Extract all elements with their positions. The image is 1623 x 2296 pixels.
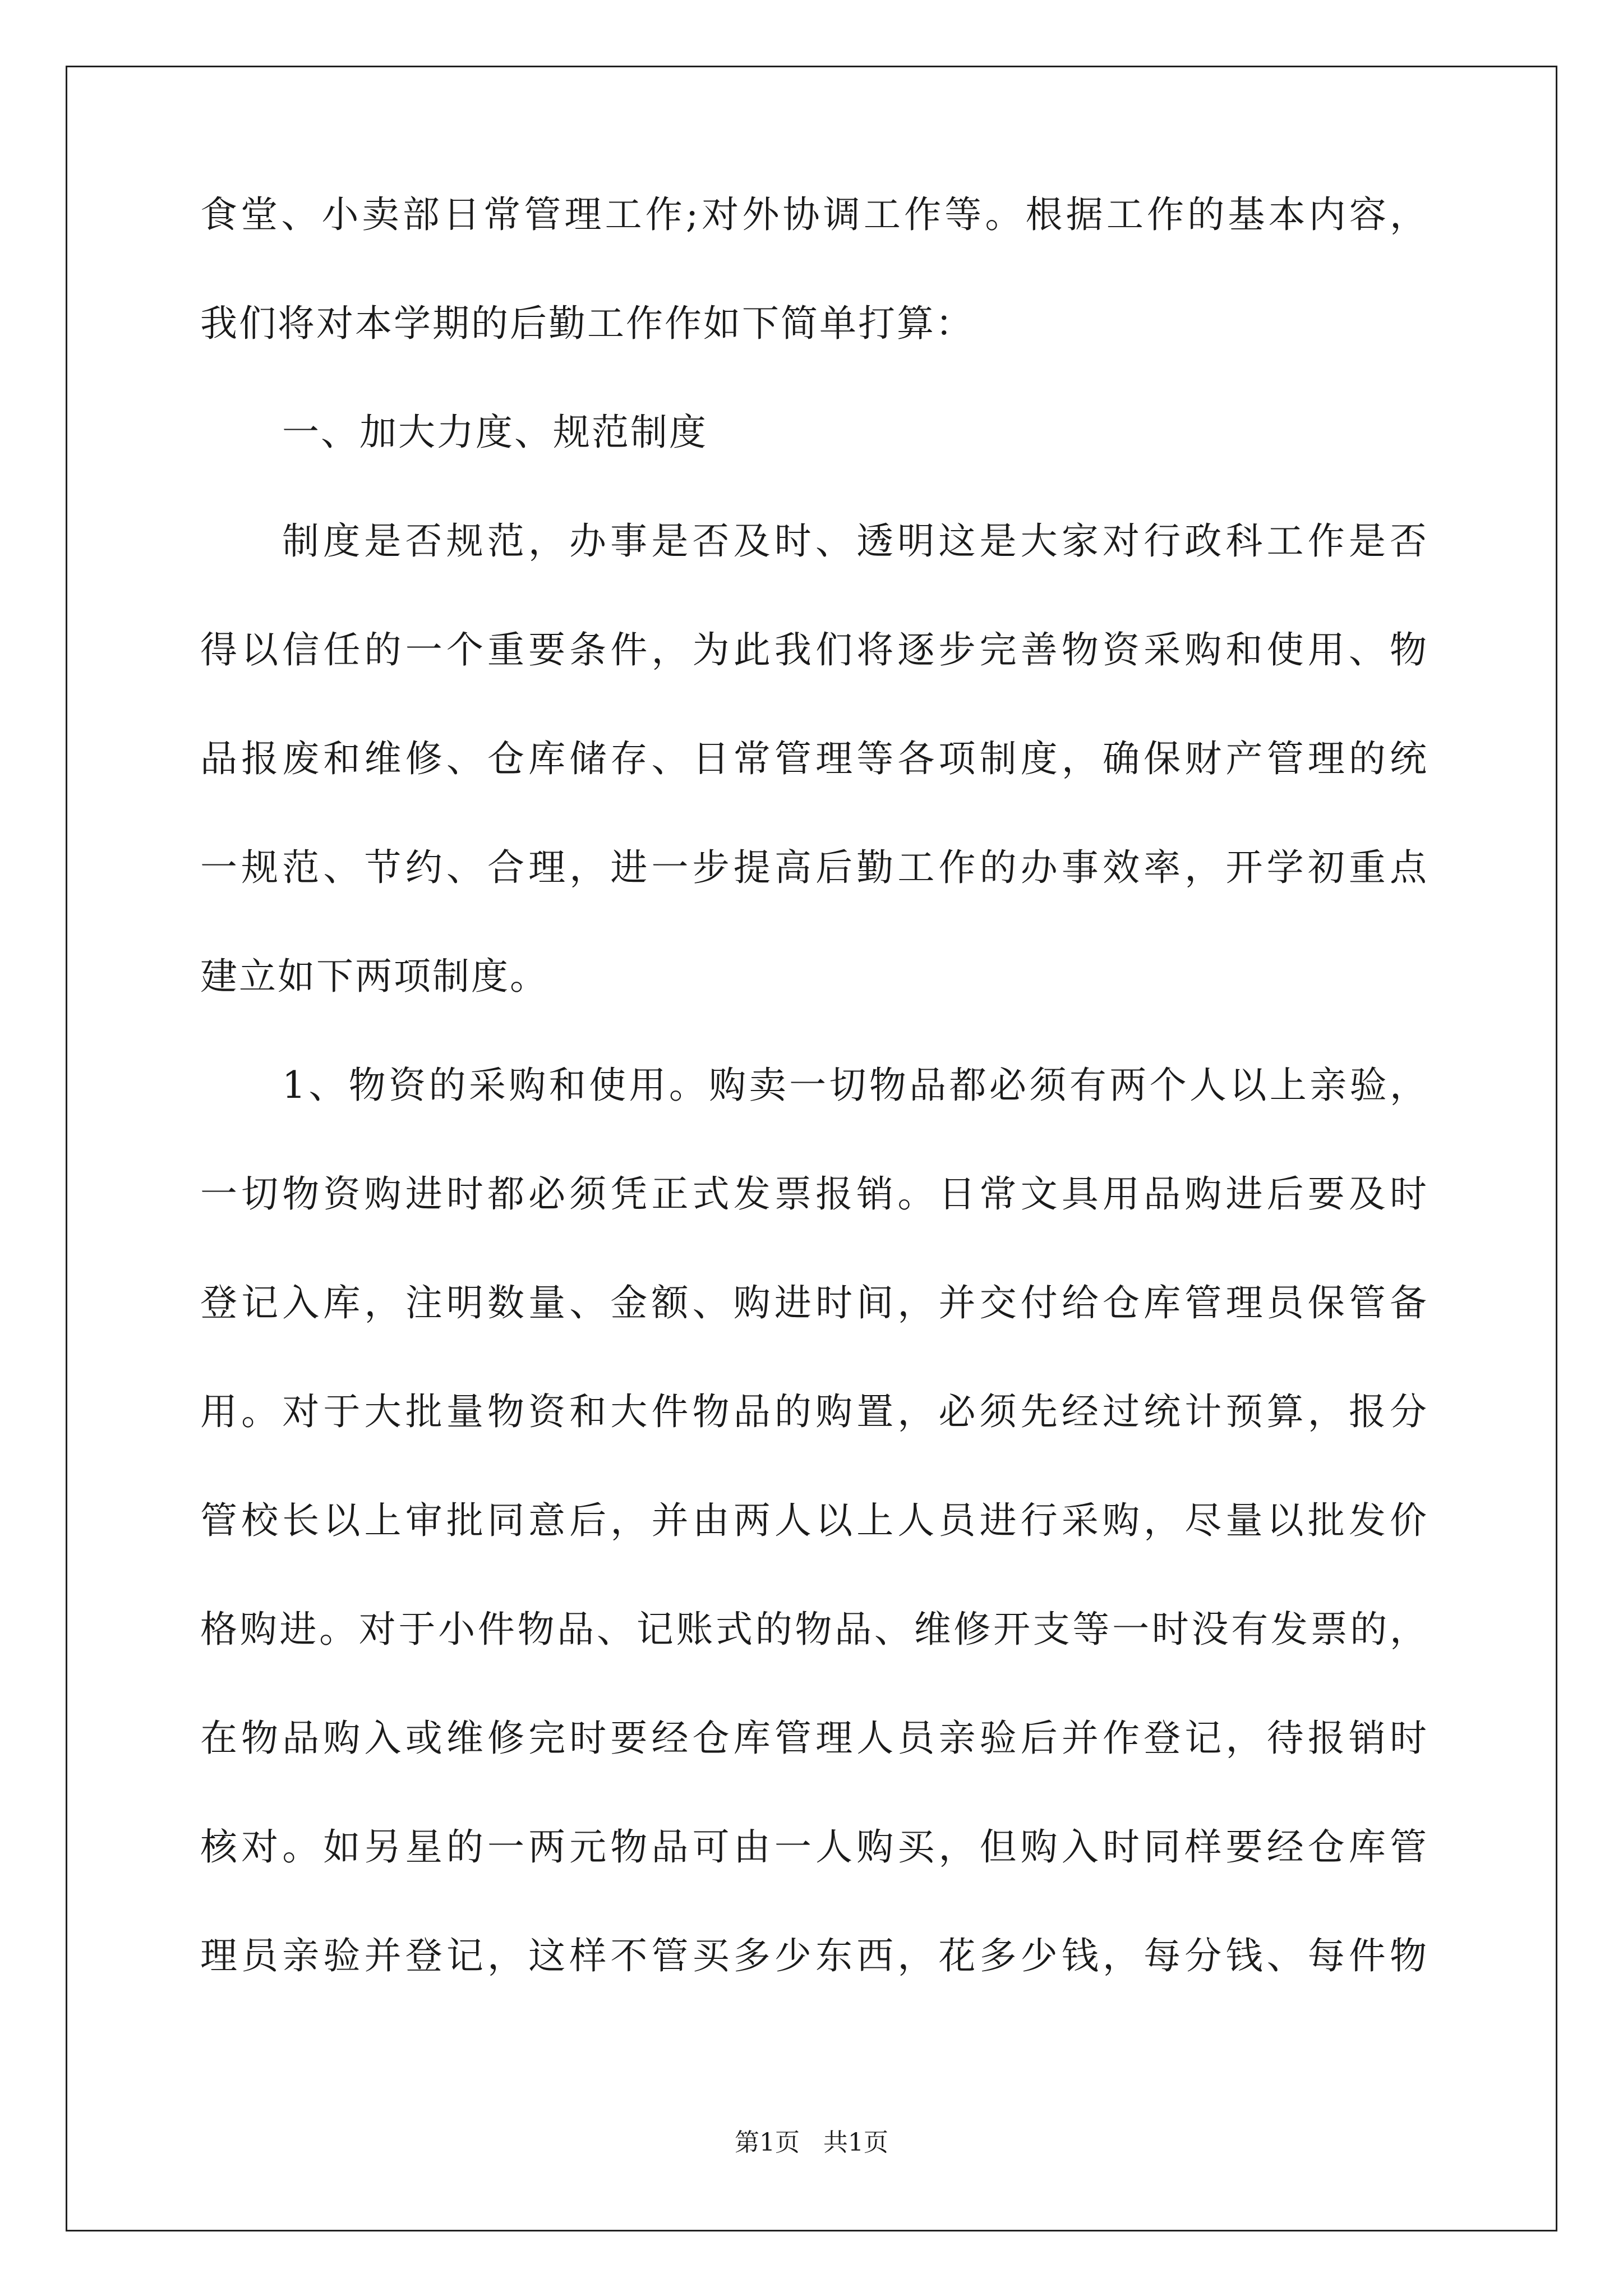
text-line: 食堂、小卖部日常管理工作;对外协调工作等。根据工作的基本内容， bbox=[200, 193, 1428, 236]
text-line: 建立如下两项制度。 bbox=[200, 955, 548, 998]
document-body bbox=[200, 193, 1428, 2046]
text-line: 在物品购入或维修完时要经仓库管理人员亲验后并作登记，待报销时 bbox=[200, 1717, 1428, 1760]
text-line: 用。对于大批量物资和大件物品的购置，必须先经过统计预算，报分 bbox=[200, 1390, 1428, 1433]
text-line: 理员亲验并登记，这样不管买多少东西，花多少钱，每分钱、每件物 bbox=[200, 1934, 1428, 1977]
text-line: 1、物资的采购和使用。购卖一切物品都必须有两个人以上亲验， bbox=[282, 1064, 1428, 1107]
text-line: 得以信任的一个重要条件，为此我们将逐步完善物资采购和使用、物 bbox=[200, 628, 1428, 671]
text-line: 格购进。对于小件物品、记账式的物品、维修开支等一时没有发票的， bbox=[200, 1608, 1428, 1651]
page-footer: 第1页 共1页 bbox=[735, 2128, 888, 2157]
text-line: 品报废和维修、仓库储存、日常管理等各项制度，确保财产管理的统 bbox=[200, 737, 1428, 780]
text-line: 登记入库，注明数量、金额、购进时间，并交付给仓库管理员保管备 bbox=[200, 1281, 1428, 1324]
text-line: 管校长以上审批同意后，并由两人以上人员进行采购，尽量以批发价 bbox=[200, 1499, 1428, 1542]
text-line: 一切物资购进时都必须凭正式发票报销。日常文具用品购进后要及时 bbox=[200, 1172, 1428, 1216]
text-line: 我们将对本学期的后勤工作作如下简单打算： bbox=[200, 302, 974, 345]
text-line: 核对。如另星的一两元物品可由一人购买，但购入时同样要经仓库管 bbox=[200, 1825, 1428, 1869]
text-line: 一规范、节约、合理，进一步提高后勤工作的办事效率，开学初重点 bbox=[200, 846, 1428, 889]
text-line: 一、加大力度、规范制度 bbox=[282, 411, 708, 454]
text-line: 制度是否规范，办事是否及时、透明这是大家对行政科工作是否 bbox=[282, 519, 1428, 563]
